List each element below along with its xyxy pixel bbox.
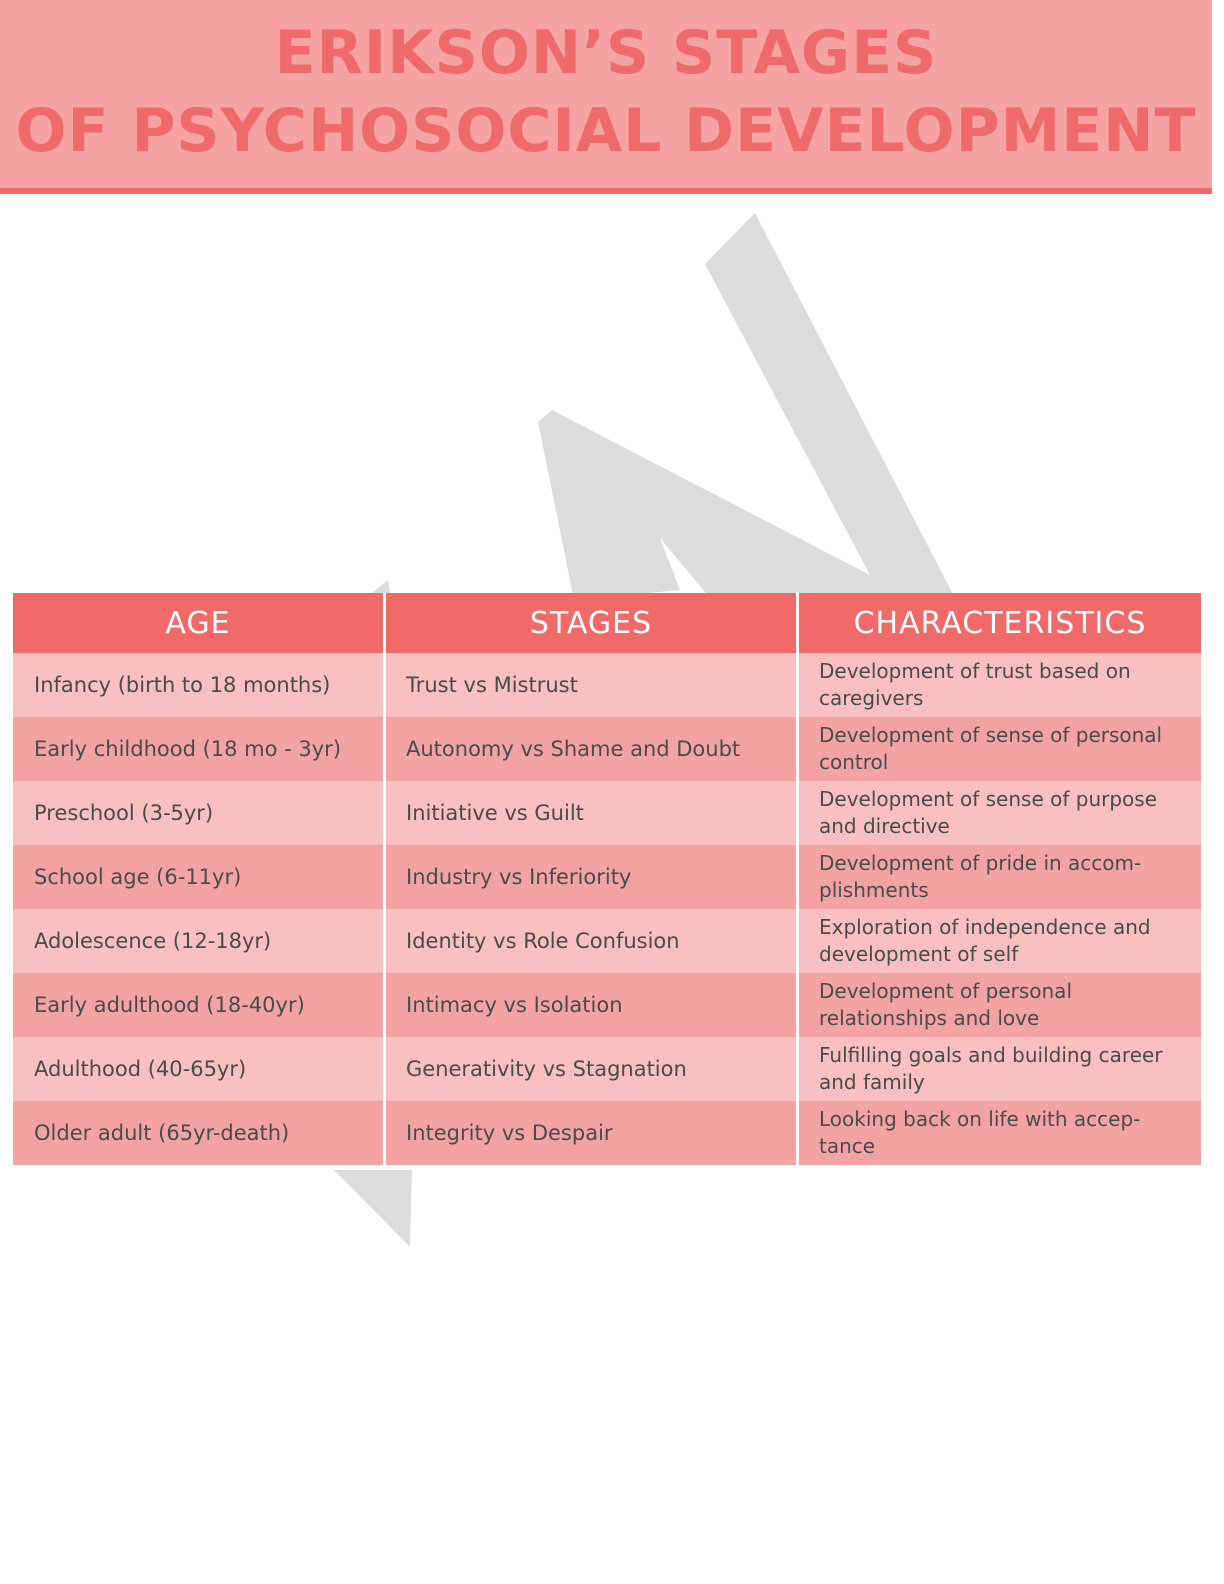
stage-cell: Autonomy vs Shame and Doubt (386, 717, 799, 781)
table-row (13, 845, 1201, 909)
stages-table (13, 593, 1201, 1165)
stage-cell: Integrity vs Despair (386, 1101, 799, 1165)
characteristics-cell: Development of sense of purpose and directive (799, 781, 1201, 845)
age-cell: Early childhood (18 mo - 3yr) (13, 717, 386, 781)
characteristics-cell: Development of sense of personal control (799, 717, 1201, 781)
page-title-line-2: OF PSYCHOSOCIAL DEVELOPMENT (15, 96, 1197, 166)
table-row (13, 653, 1201, 717)
characteristics-cell: Development of pride in accom-plishments (799, 845, 1201, 909)
stage-cell: Industry vs Inferiority (386, 845, 799, 909)
age-cell: Adulthood (40-65yr) (13, 1037, 386, 1101)
age-cell: Older adult (65yr-death) (13, 1101, 386, 1165)
age-cell: School age (6-11yr) (13, 845, 386, 909)
age-cell: Infancy (birth to 18 months) (13, 653, 386, 717)
stage-cell: Trust vs Mistrust (386, 653, 799, 717)
age-cell: Adolescence (12-18yr) (13, 909, 386, 973)
characteristics-cell: Exploration of independence and development of self (799, 909, 1201, 973)
table-row (13, 781, 1201, 845)
table-header-row (13, 593, 1201, 653)
table-row (13, 973, 1201, 1037)
table-row (13, 717, 1201, 781)
stage-cell: Identity vs Role Confusion (386, 909, 799, 973)
column-header-stages: STAGES (386, 593, 799, 653)
column-header-characteristics: CHARACTERISTICS (799, 593, 1201, 653)
table-row (13, 1037, 1201, 1101)
page-title-line-1: ERIKSON’S STAGES (274, 18, 938, 88)
table-row (13, 1101, 1201, 1165)
stage-cell: Intimacy vs Isolation (386, 973, 799, 1037)
stage-cell: Generativity vs Stagnation (386, 1037, 799, 1101)
stage-cell: Initiative vs Guilt (386, 781, 799, 845)
characteristics-cell: Fulfilling goals and building career and family (799, 1037, 1201, 1101)
age-cell: Early adulthood (18-40yr) (13, 973, 386, 1037)
characteristics-cell: Development of trust based on caregivers (799, 653, 1201, 717)
age-cell: Preschool (3-5yr) (13, 781, 386, 845)
table-row (13, 909, 1201, 973)
characteristics-cell: Development of personal relationships and love (799, 973, 1201, 1037)
column-header-age: AGE (13, 593, 386, 653)
characteristics-cell: Looking back on life with accep-tance (799, 1101, 1201, 1165)
page-header (0, 0, 1212, 194)
